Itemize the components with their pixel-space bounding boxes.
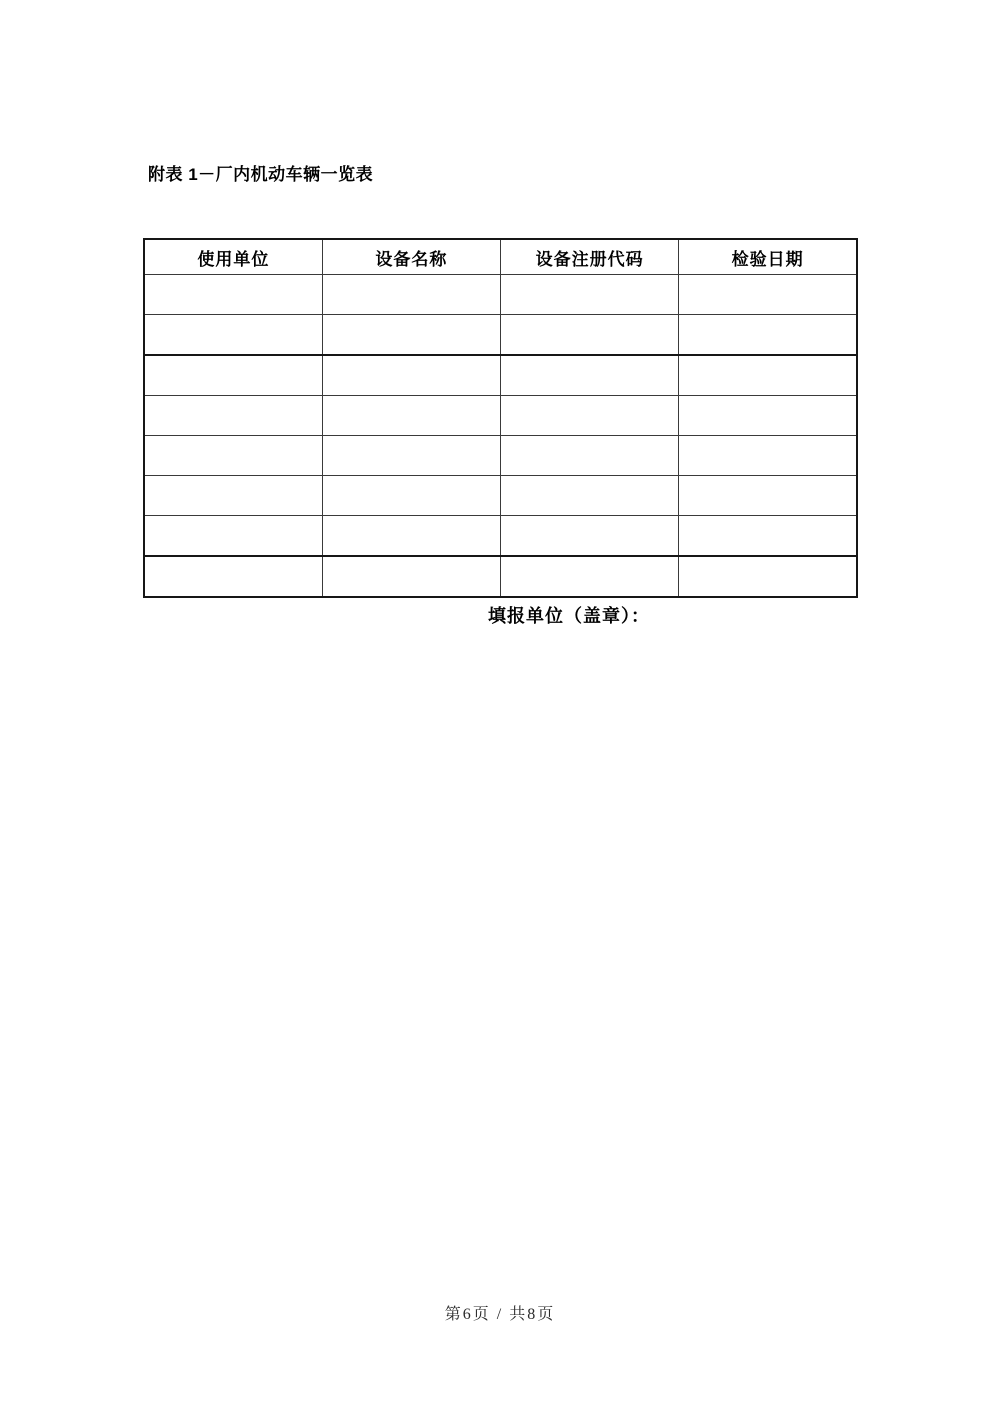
- table-cell: [322, 396, 500, 436]
- table-cell: [501, 396, 679, 436]
- page-title: 附表 1－厂内机动车辆一览表: [148, 165, 374, 184]
- table-cell: [679, 315, 857, 356]
- page-number-indicator: 第6页 / 共8页: [444, 1306, 556, 1323]
- table-cell: [144, 556, 322, 597]
- table-cell: [144, 476, 322, 516]
- header-cell-using-unit: 使用单位: [144, 239, 322, 275]
- stamp-unit-label: 填报单位（盖章）：: [488, 606, 650, 626]
- table-cell: [501, 275, 679, 315]
- table-body: [144, 275, 857, 598]
- table-cell: [679, 275, 857, 315]
- table-cell: [679, 516, 857, 557]
- table-cell: [501, 476, 679, 516]
- table-row: [144, 315, 857, 356]
- table-cell: [144, 396, 322, 436]
- table-cell: [322, 556, 500, 597]
- table-cell: [501, 556, 679, 597]
- table-cell: [679, 396, 857, 436]
- page-footer: [0, 1301, 1000, 1324]
- header-cell-inspection-date: 检验日期: [679, 239, 857, 275]
- table-cell: [322, 436, 500, 476]
- table-cell: [144, 355, 322, 396]
- table-cell: [322, 315, 500, 356]
- table-row: [144, 556, 857, 597]
- table-cell: [322, 516, 500, 557]
- table-cell: [679, 355, 857, 396]
- header-cell-equipment-name: 设备名称: [322, 239, 500, 275]
- table-cell: [501, 315, 679, 356]
- header-cell-registration-code: 设备注册代码: [501, 239, 679, 275]
- table-header-row: [144, 239, 857, 275]
- table-cell: [144, 516, 322, 557]
- table-cell: [322, 355, 500, 396]
- table-row: [144, 436, 857, 476]
- table-row: [144, 396, 857, 436]
- table-cell: [679, 556, 857, 597]
- table-row: [144, 275, 857, 315]
- table-cell: [679, 476, 857, 516]
- table-row: [144, 516, 857, 557]
- table-cell: [679, 436, 857, 476]
- table-cell: [144, 275, 322, 315]
- table-cell: [144, 436, 322, 476]
- table-cell: [501, 355, 679, 396]
- table-row: [144, 476, 857, 516]
- vehicle-list-table: [143, 238, 858, 598]
- table-cell: [322, 476, 500, 516]
- table-cell: [322, 275, 500, 315]
- table-row: [144, 355, 857, 396]
- table-cell: [501, 516, 679, 557]
- table-cell: [144, 315, 322, 356]
- table-cell: [501, 436, 679, 476]
